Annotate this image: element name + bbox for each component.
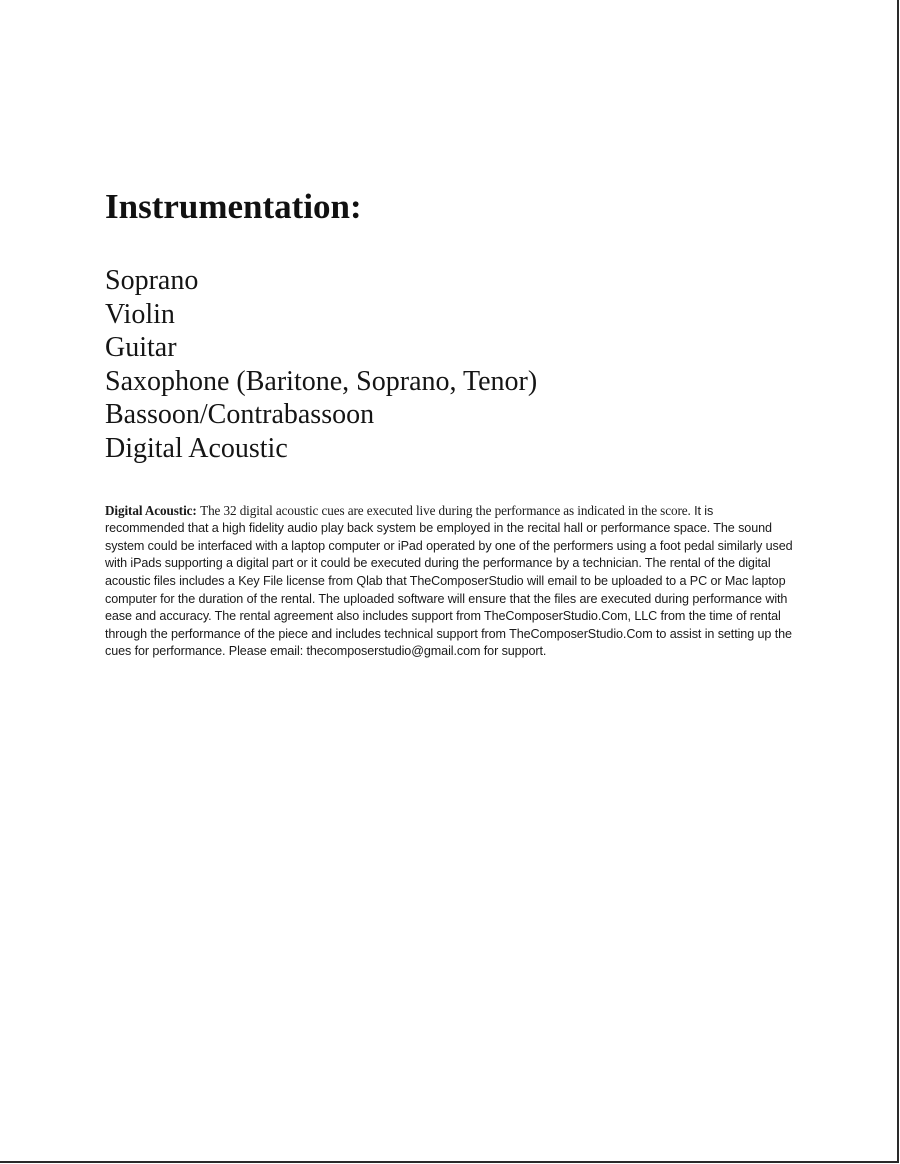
instrument-item: Guitar bbox=[105, 332, 177, 364]
instrument-item: Violin bbox=[105, 298, 175, 330]
instrument-item: Bassoon/Contrabassoon bbox=[105, 399, 375, 431]
page-title: Instrumentation: bbox=[105, 187, 362, 226]
instrument-item: Saxophone (Baritone, Soprano, Tenor) bbox=[105, 365, 538, 397]
instrument-list bbox=[105, 264, 795, 466]
note-label: Digital Acoustic: bbox=[105, 502, 197, 518]
digital-acoustic-note bbox=[105, 502, 795, 661]
note-body: It is recommended that a high fidelity audio play back system be employed in the recital hall or performance space. The sound system could be interfaced with a laptop computer or iPad operated by one of the performers using a foot pedal similarly used with iPads supporting a digital part or it could be executed during the performance by a technician. The rental of the digital acoustic files includes a Key File license from Qlab that TheComposerStudio will email to be uploaded to a PC or Mac laptop computer for the duration of the rental. The uploaded software will ensure that the files are executed during performance with ease and accuracy. The rental agreement also includes support from TheComposerStudio.Com, LLC from the time of rental through the performance of the piece and includes technical support from TheComposerStudio.Com to assist in setting up the cues for performance. Please email: thecomposerstudio@gmail.com for support. bbox=[105, 503, 793, 659]
page-content bbox=[105, 186, 795, 661]
note-lead: The 32 digital acoustic cues are executed live during the performance as indicated in the score. bbox=[200, 502, 691, 518]
instrument-item: Soprano bbox=[105, 265, 199, 296]
instrument-item: Digital Acoustic bbox=[105, 432, 288, 464]
